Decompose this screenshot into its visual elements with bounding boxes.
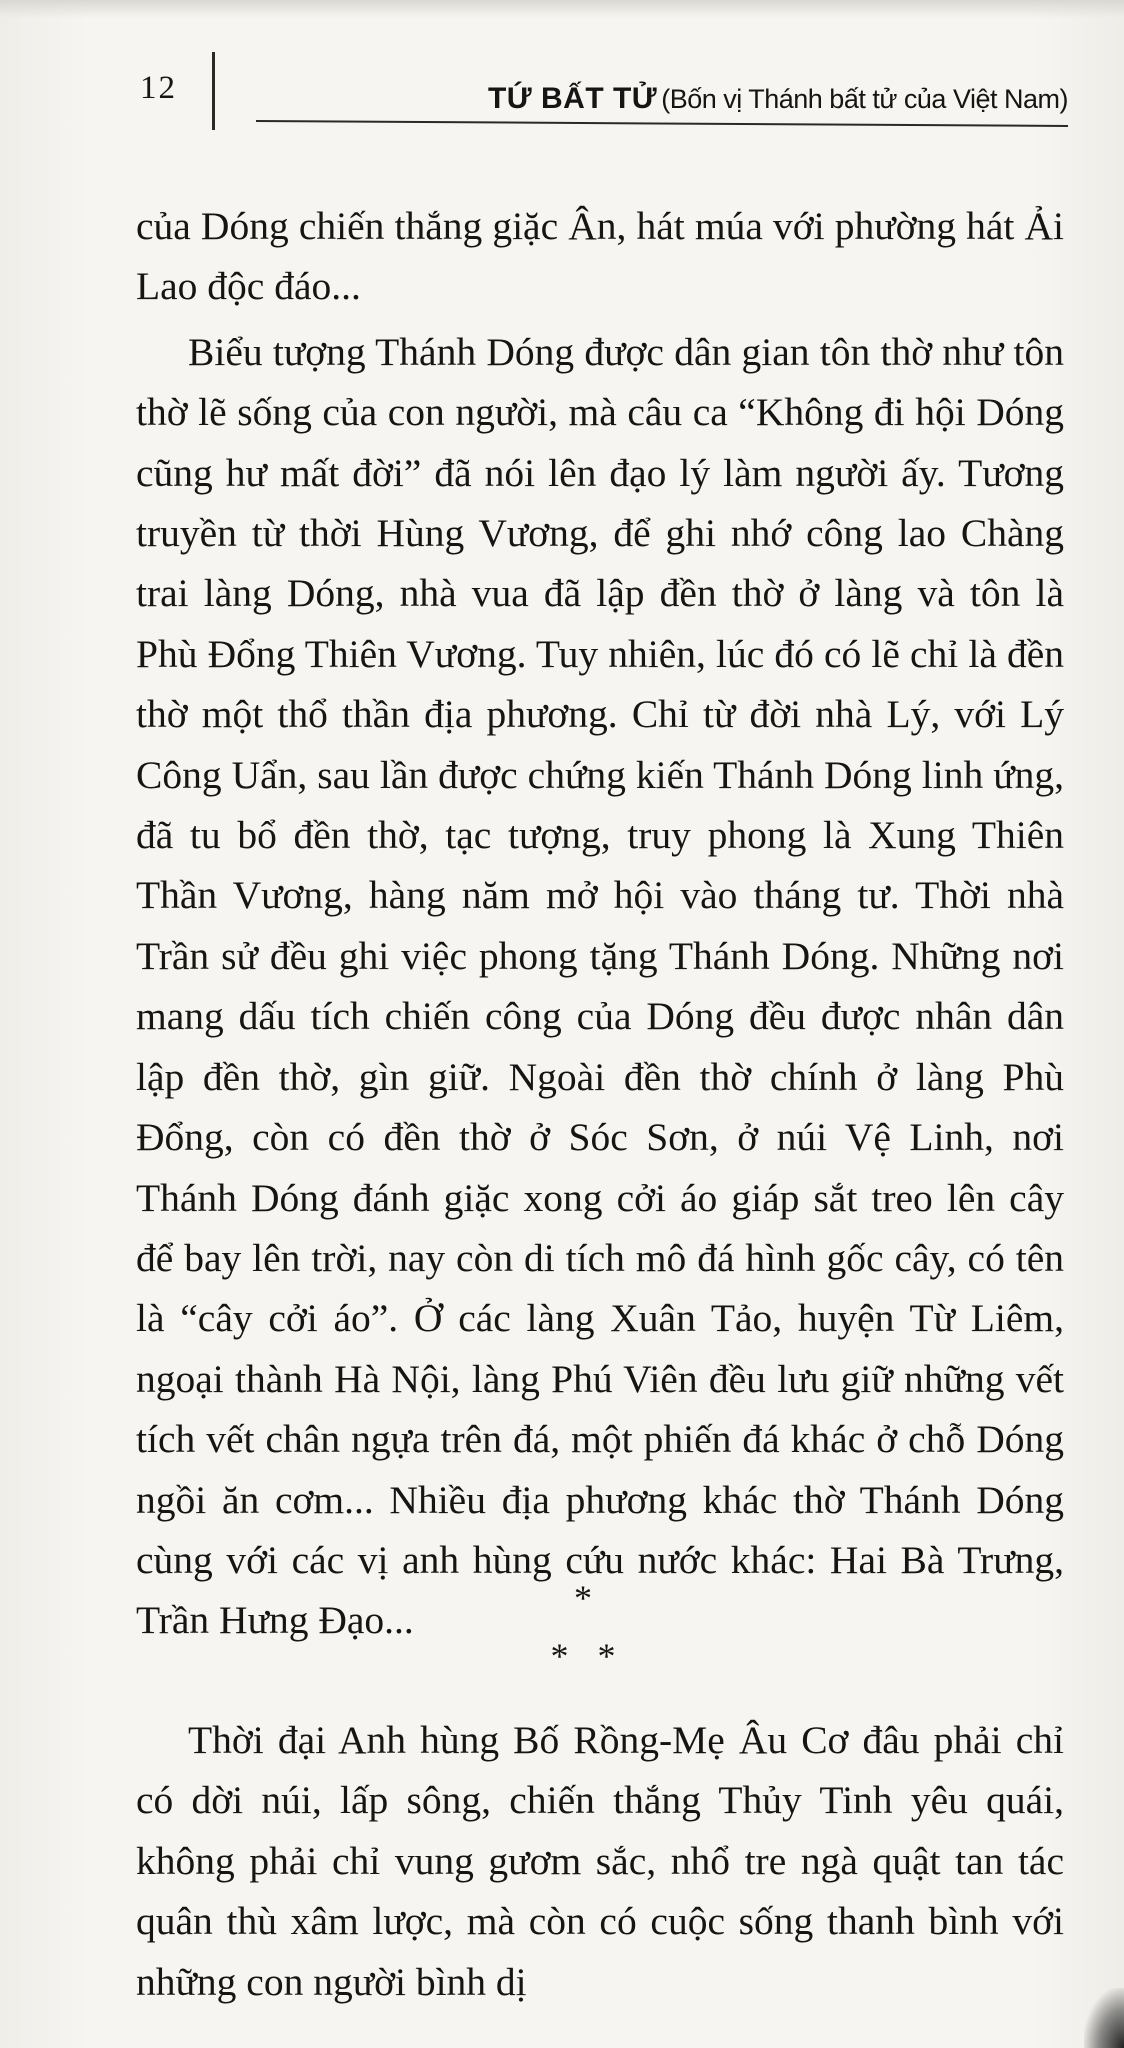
section-separator-top: * [574,1578,592,1618]
running-head [256,84,1068,114]
main-text-block [136,196,1064,1651]
page-top-edge-shadow [0,0,1124,18]
book-title: TỨ BẤT TỬ [487,82,658,115]
page-number: 12 [140,70,177,106]
paragraph-heroic-era: Thời đại Anh hùng Bố Rồng-Mẹ Âu Cơ đâu phải chỉ có dời núi, lấp sông, chiến thắng Thủy Tinh yêu quái, không phải chỉ vung gươm sắc, nhổ tre ngà quật tan tác quân thù xâm lược, mà còn có cuộc sống thanh bình với những con người bình dị [136,1718,1064,2004]
new-section-text [136,1710,1064,2012]
book-subtitle: (Bốn vị Thánh bất tử của Việt Nam) [661,84,1068,114]
paragraph-continued: của Dóng chiến thắng giặc Ân, hát múa với phường hát Ải Lao độc đáo... [136,204,1064,309]
paragraph-thanh-dong-worship: Biểu tượng Thánh Dóng được dân gian tôn thờ như tôn thờ lẽ sống của con người, mà câu ca “Không đi hội Dóng cũng hư mất đời” đã nói lên đạo lý làm người ấy. Tương truyền từ thời Hùng Vương, để ghi nhớ công lao Chàng trai làng Dóng, nhà vua đã lập đền thờ ở làng và tôn là Phù Đổng Thiên Vương. Tuy nhiên, lúc đó có lẽ chỉ là đền thờ một thổ thần địa phương. Chỉ từ đời nhà Lý, với Lý Công Uẩn, sau lần được chứng kiến Thánh Dóng linh ứng, đã tu bổ đền thờ, tạc tượng, truy phong là Xung Thiên Thần Vương, hàng năm mở hội vào tháng tư. Thời nhà Trần sử đều ghi việc phong tặng Thánh Dóng. Những nơi mang dấu tích chiến công của Dóng đều được nhân dân lập đền thờ, gìn giữ. Ngoài đền thờ chính ở làng Phù Đổng, còn có đền thờ ở Sóc Sơn, ở núi Vệ Linh, nơi Thánh Dóng đánh giặc xong cởi áo giáp sắt treo lên cây để bay lên trời, nay còn di tích mô đá hình gốc cây, có tên là “cây cởi áo”. Ở các làng Xuân Tảo, huyện Từ Liêm, ngoại thành Hà Nội, làng Phú Viên đều lưu giữ những vết tích vết chân ngựa trên đá, một phiến đá khác ở chỗ Dóng ngồi ăn cơm... Nhiều địa phương khác thờ Thánh Dóng cùng với các vị anh hùng cứu nước khác: Hai Bà Trưng, Trần Hưng Đạo... [136,329,1064,1643]
header-vertical-divider [212,52,215,130]
header-rule [256,120,1068,127]
page-corner-shadow [1084,1988,1124,2048]
section-separator-bottom: * * [550,1636,616,1676]
